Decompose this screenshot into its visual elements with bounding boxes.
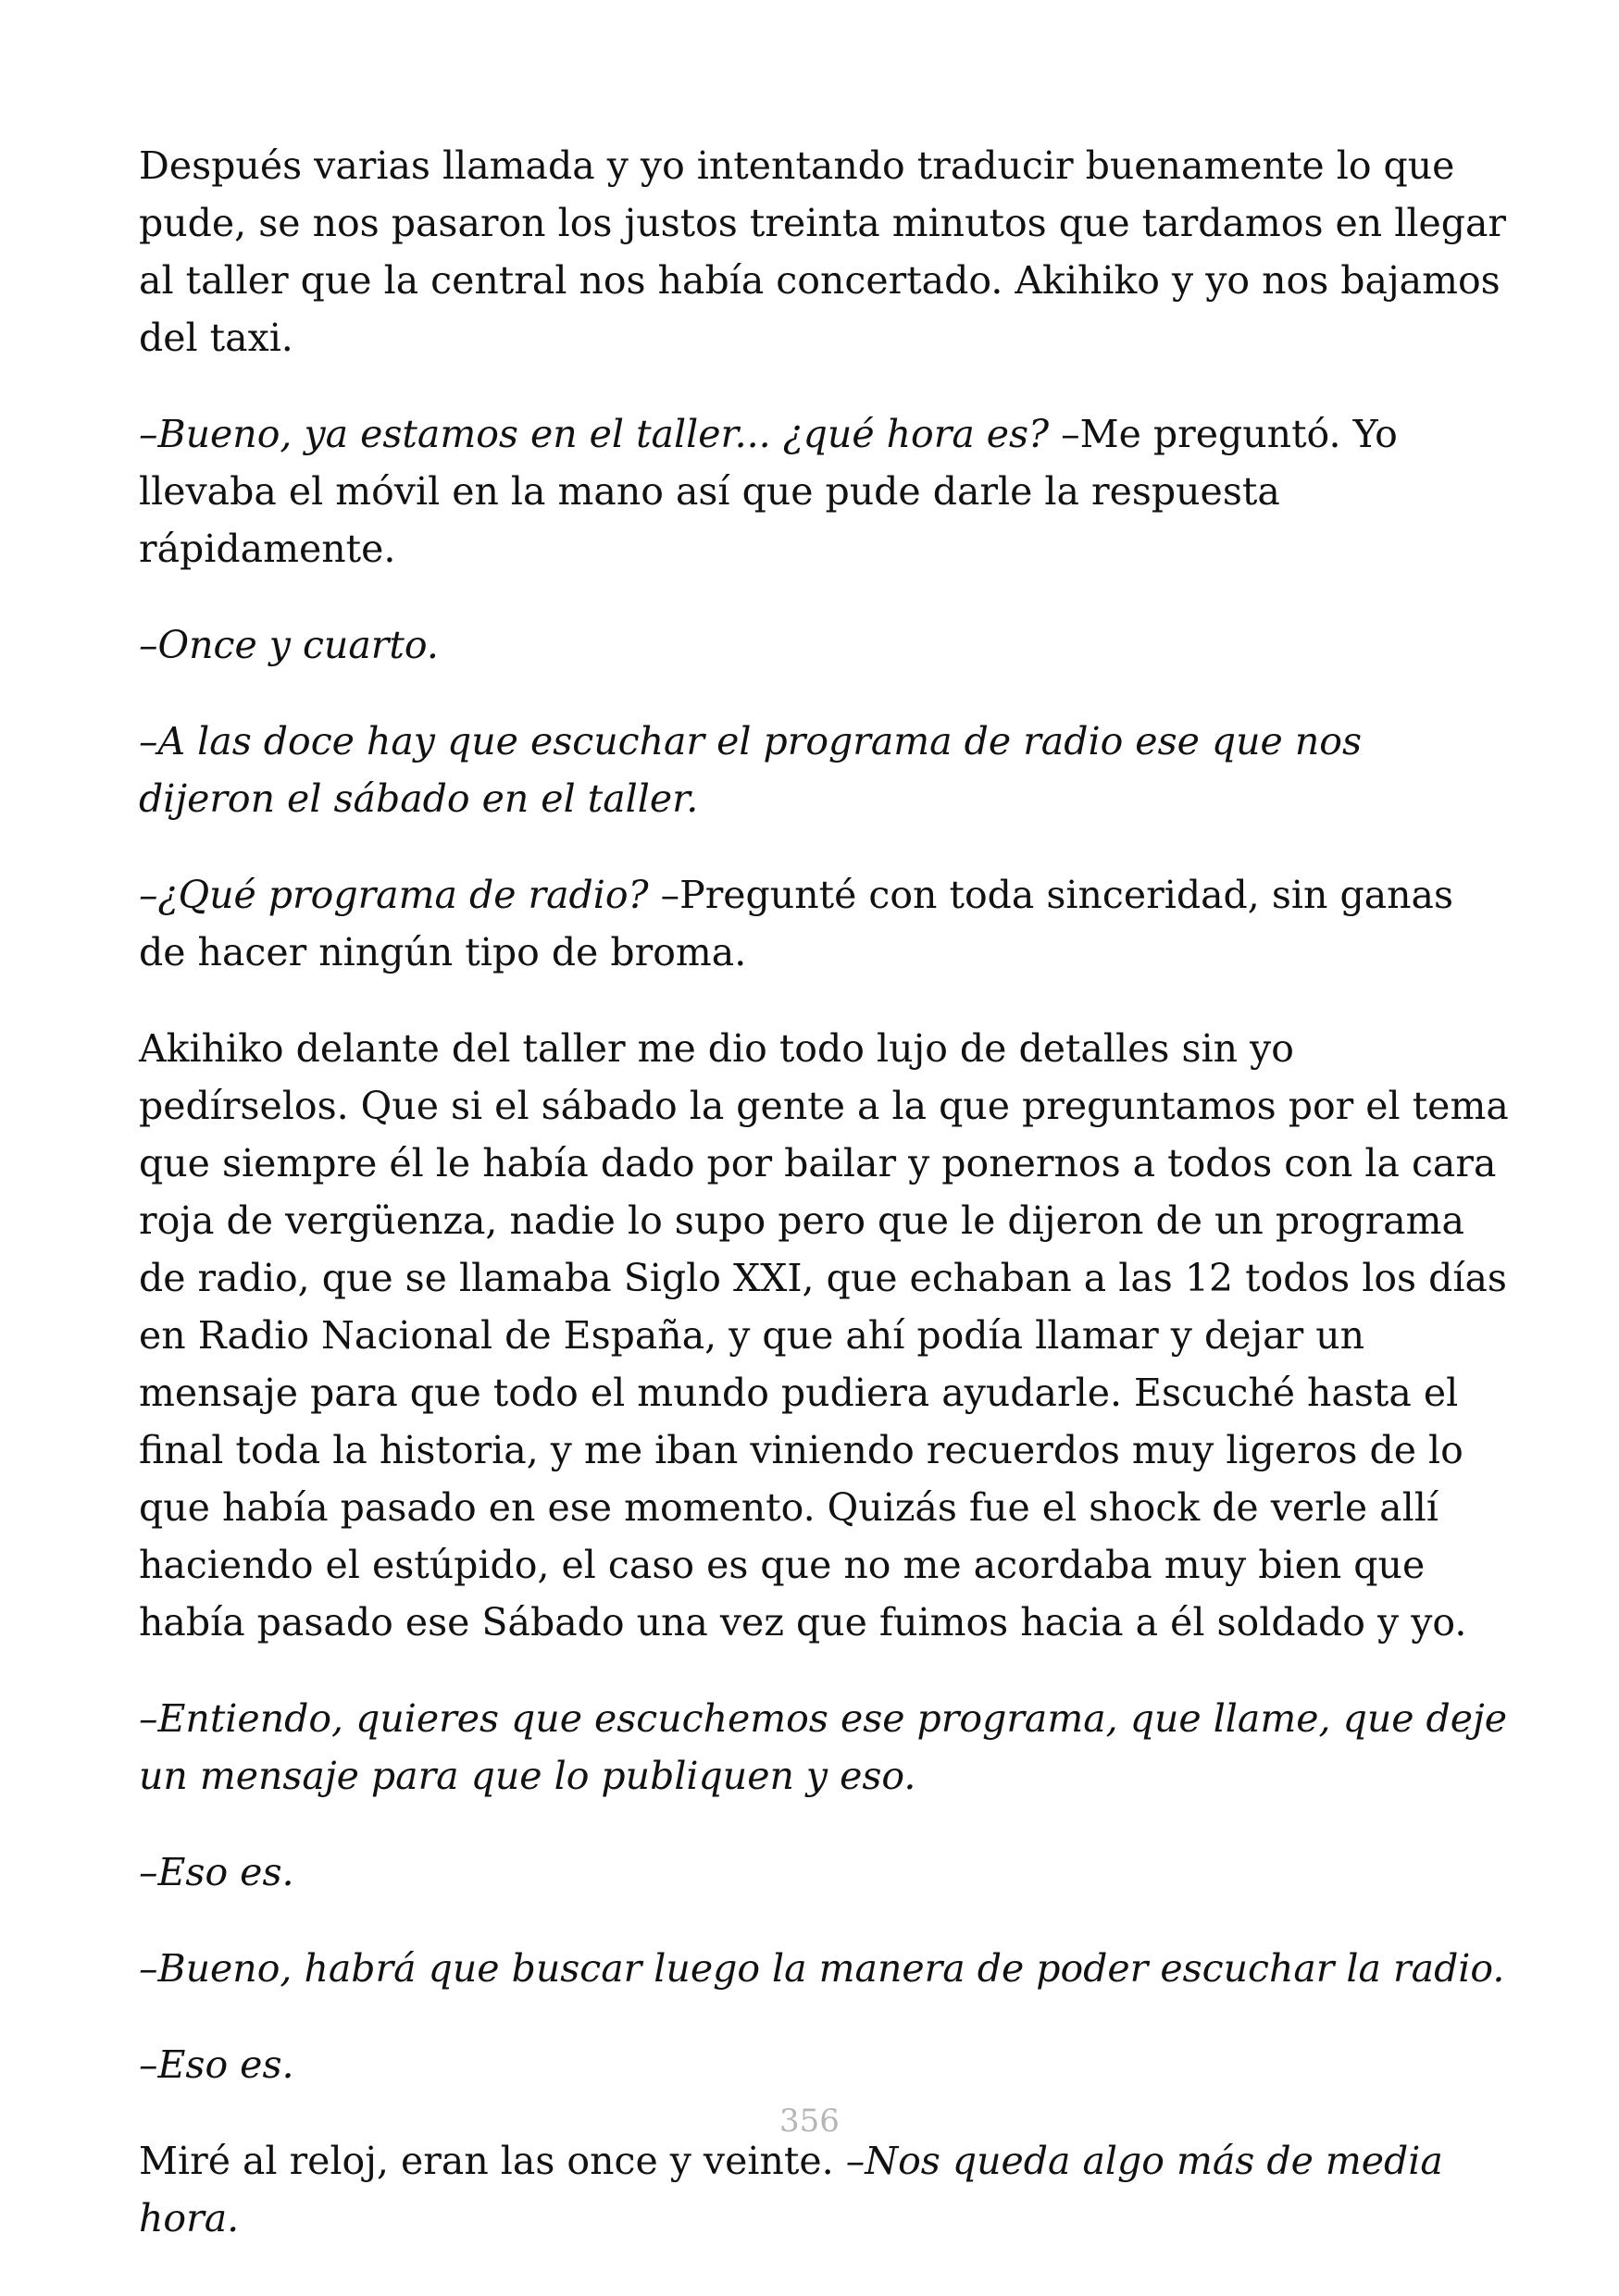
narrative-text: Akihiko delante del taller me dio todo lujo de detalles sin yo pedírselos. Que si el sábado la gente a la que preguntamos por el tema que siempre él le había dado por bailar y ponernos a todos con la cara roja de vergüenza, nadie lo supo pero que le dijeron de un programa de radio, que se llamaba Siglo XXI, que echaban a las 12 todos los días en Radio Nacional de España, y que ahí podía llamar y dejar un mensaje para que todo el mundo pudiera ayudarle. Escuché hasta el final toda la historia, y me iban viniendo recuerdos muy ligeros de lo que había pasado en ese momento. Quizás fue el shock de verle allí haciendo el estúpido, el caso es que no me acordaba muy bien que había pasado ese Sábado una vez que fuimos hacia a él soldado y yo. <box>139 1026 1509 1644</box>
paragraph <box>139 713 1509 827</box>
paragraph <box>139 866 1509 981</box>
dialogue-text: –A las doce hay que escuchar el programa de radio ese que nos dijeron el sábado en el taller. <box>139 719 1362 821</box>
page-number: 356 <box>779 2103 840 2140</box>
dialogue-text: –Once y cuarto. <box>139 623 439 667</box>
paragraph <box>139 1020 1509 1651</box>
dialogue-text: –Eso es. <box>139 1850 294 1894</box>
paragraph <box>139 137 1509 366</box>
dialogue-text: –Nos queda algo más de media hora. <box>139 2139 1443 2240</box>
paragraph <box>139 1940 1509 1997</box>
dialogue-text: –Eso es. <box>139 2042 294 2087</box>
paragraph <box>139 1843 1509 1901</box>
body-text <box>139 137 1509 2286</box>
paragraph <box>139 1690 1509 1805</box>
narrative-text: –Me preguntó. Yo llevaba el móvil en la mano así que pude darle la respuesta rápidamente. <box>139 412 1398 571</box>
dialogue-text: –Bueno, habrá que buscar luego la manera de poder escuchar la radio. <box>139 1946 1505 1991</box>
paragraph <box>139 405 1509 577</box>
narrative-text: Después varias llamada y yo intentando traducir buenamente lo que pude, se nos pasaron los justos treinta minutos que tardamos en llegar al taller que la central nos había concertado. Akihiko y yo nos bajamos del taxi. <box>139 143 1507 360</box>
dialogue-text: –¿Qué programa de radio? <box>139 873 649 917</box>
paragraph <box>139 2036 1509 2093</box>
paragraph <box>139 2132 1509 2247</box>
dialogue-text: –Bueno, ya estamos en el taller... ¿qué hora es? <box>139 412 1050 456</box>
dialogue-text: –Entiendo, quieres que escuchemos ese programa, que llame, que deje un mensaje para que lo publiquen y eso. <box>139 1696 1508 1798</box>
narrative-text: –Pregunté con toda sinceridad, sin ganas de hacer ningún tipo de broma. <box>139 873 1454 974</box>
paragraph <box>139 616 1509 674</box>
narrative-text: Miré al reloj, eran las once y veinte. <box>139 2139 846 2183</box>
